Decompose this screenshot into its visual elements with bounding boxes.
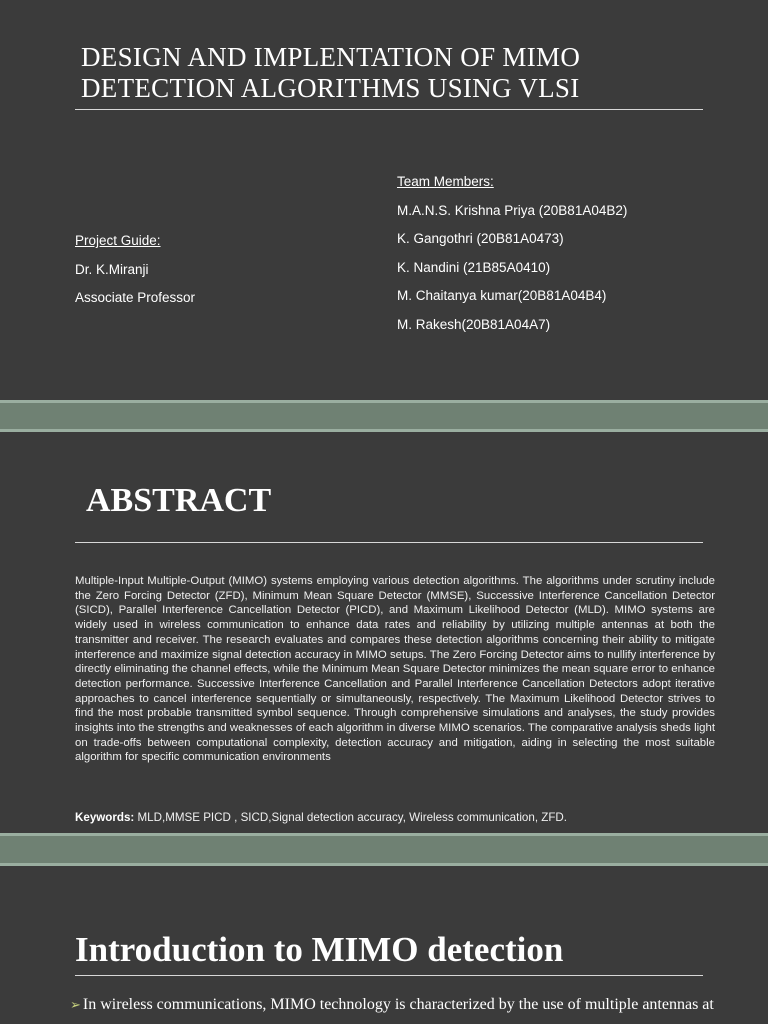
introduction-slide	[0, 866, 768, 1024]
abstract-body: Multiple-Input Multiple-Output (MIMO) systems employing various detection algorithms. The algorithms under scrutiny include the Zero Forcing Detector (ZFD), Minimum Mean Square Detector (MMSE), Successive Interference Cancellation Detector (SICD), Parallel Interference Cancellation Detector (PICD), and Maximum Likelihood Detector (MLD). MIMO systems are widely used in wireless communication to enhance data rates and reliability by utilizing multiple antennas at both the transmitter and receiver. The research evaluates and compares these detection algorithms concerning their ability to mitigate interference and maximize signal detection accuracy in MIMO setups. The Zero Forcing Detector aims to nullify interference by directly eliminating the channel effects, while the Minimum Mean Square Detector minimizes the mean square error to enhance detection performance. Successive Interference Cancellation and Parallel Interference Cancellation Detectors adopt iterative approaches to cancel interference sequentially or simultaneously, respectively. The Maximum Likelihood Detector strives to find the most probable transmitted symbol sequence. Through comprehensive simulations and analyses, the study provides insights into the strengths and weaknesses of each algorithm in diverse MIMO scenarios. The comparative analysis sheds light on trade-offs between computational complexity, detection accuracy and mitigation, aiding in selecting the most suitable algorithm for specific communication environments	[75, 575, 715, 764]
guide-designation: Associate Professor	[75, 290, 196, 305]
team-heading: Team Members:	[397, 174, 494, 189]
team-member: M.A.N.S. Krishna Priya (20B81A04B2)	[397, 202, 628, 218]
project-guide-block	[75, 230, 195, 316]
abstract-slide	[0, 432, 768, 833]
title-line-2: DETECTION ALGORITHMS USING VLSI	[81, 73, 580, 103]
title-divider	[75, 109, 703, 110]
guide-name: Dr. K.Miranji	[75, 261, 149, 277]
slide-separator	[0, 833, 768, 866]
abstract-divider	[75, 542, 703, 543]
keywords-list: MLD,MMSE PICD , SICD,Signal detection accuracy, Wireless communication, ZFD.	[134, 811, 568, 824]
introduction-divider	[75, 975, 703, 976]
bullet-text: In wireless communications, MIMO technology is characterized by the use of multiple antennas at	[82, 996, 714, 1013]
title-slide	[0, 0, 768, 400]
arrow-bullet-icon: ➢	[70, 997, 81, 1012]
team-member: M. Chaitanya kumar(20B81A04B4)	[397, 288, 607, 303]
team-member: M. Rakesh(20B81A04A7)	[397, 316, 551, 332]
bullet-point	[70, 996, 760, 1014]
title-line-1: DESIGN AND IMPLENTATION OF MIMO	[81, 42, 581, 72]
presentation-title	[81, 42, 701, 104]
team-members-block	[397, 171, 627, 342]
slide-separator	[0, 400, 768, 432]
introduction-title: Introduction to MIMO detection	[75, 930, 564, 969]
abstract-title: ABSTRACT	[86, 482, 272, 519]
guide-heading: Project Guide:	[75, 233, 161, 248]
keywords-label: Keywords:	[75, 811, 135, 824]
team-member: K. Gangothri (20B81A0473)	[397, 231, 564, 246]
keywords-line	[75, 811, 715, 824]
team-member: K. Nandini (21B85A0410)	[397, 259, 551, 275]
